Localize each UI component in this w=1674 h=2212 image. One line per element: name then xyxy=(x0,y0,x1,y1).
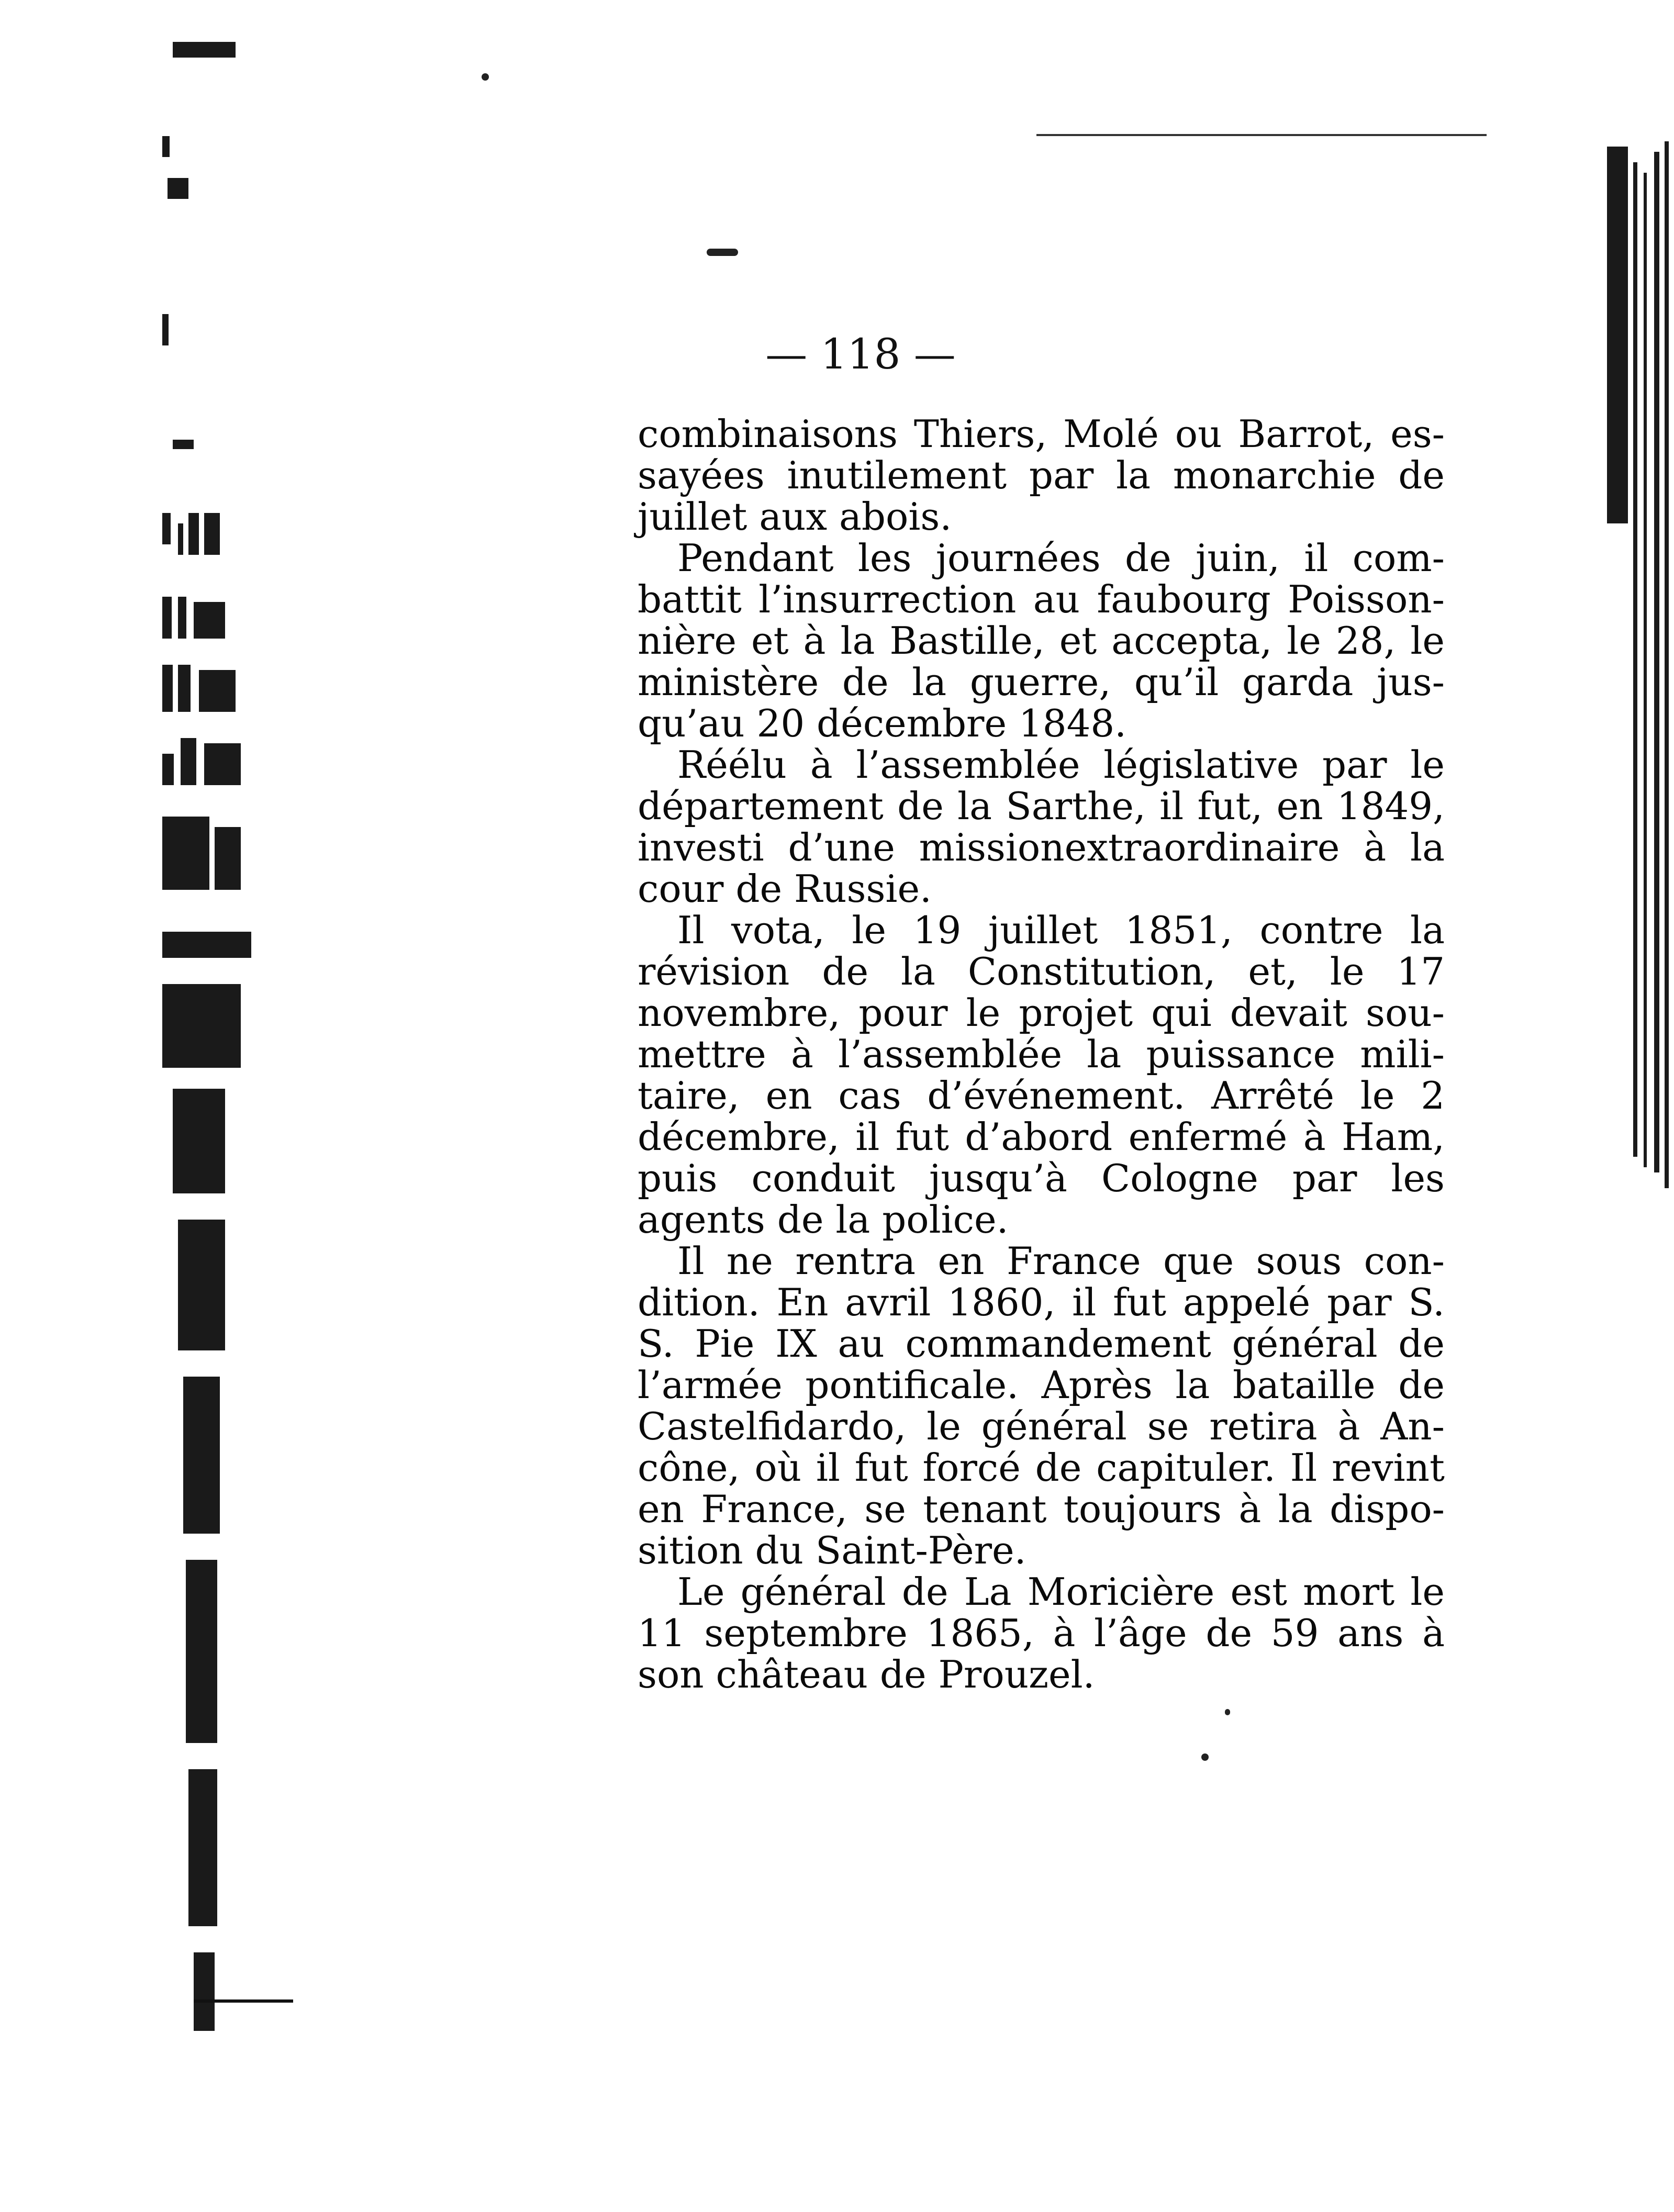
text-line: qu’au 20 décembre 1848. xyxy=(638,701,1127,745)
text-line: Pendant les journées de juin, il com- xyxy=(677,536,1445,580)
paragraph xyxy=(638,538,1445,744)
text-line: puis conduit jusqu’à Cologne par les xyxy=(638,1156,1445,1200)
text-line: taire, en cas d’événement. Arrêté le 2 xyxy=(638,1074,1445,1118)
text-line: cour de Russie. xyxy=(638,867,932,911)
speck xyxy=(482,73,489,81)
text-line: Il vota, le 19 juillet 1851, contre la xyxy=(677,908,1445,952)
text-line: sition du Saint-Père. xyxy=(638,1528,1026,1572)
text-line: cône, où il fut forcé de capituler. Il revint xyxy=(638,1446,1445,1490)
paragraph xyxy=(638,414,1445,538)
text-line: juillet aux abois. xyxy=(638,495,952,539)
text-line: mettre à l’assemblée la puissance mili- xyxy=(638,1032,1445,1076)
paragraph xyxy=(638,1571,1445,1695)
body-text xyxy=(638,414,1445,1695)
text-line: décembre, il fut d’abord enfermé à Ham, xyxy=(638,1115,1445,1159)
text-line: dition. En avril 1860, il fut appelé par S. xyxy=(638,1280,1445,1324)
text-line: Réélu à l’assemblée législative par le xyxy=(677,743,1445,787)
speck xyxy=(707,249,738,256)
speck xyxy=(1201,1753,1209,1761)
text-line: ministère de la guerre, qu’il garda jus- xyxy=(638,660,1445,704)
text-line: investi d’une missionextraordinaire à la xyxy=(638,825,1445,869)
text-line: département de la Sarthe, il fut, en 1849, xyxy=(638,784,1445,828)
paragraph xyxy=(638,744,1445,910)
text-line: Le général de La Moricière est mort le xyxy=(677,1570,1445,1614)
text-line: S. Pie IX au commandement général de xyxy=(638,1322,1445,1366)
speck xyxy=(1225,1709,1230,1715)
text-line: son château de Prouzel. xyxy=(638,1652,1095,1696)
paragraph xyxy=(638,910,1445,1241)
bottom-scan-line xyxy=(194,1999,293,2003)
text-line: Castelfidardo, le général se retira à An- xyxy=(638,1404,1445,1448)
text-line: 11 septembre 1865, à l’âge de 59 ans à xyxy=(638,1611,1445,1655)
text-line: combinaisons Thiers, Molé ou Barrot, es- xyxy=(638,412,1445,456)
right-edge-shadow xyxy=(1597,141,1674,1188)
text-line: en France, se tenant toujours à la dispo- xyxy=(638,1487,1445,1531)
text-line: nière et à la Bastille, et accepta, le 28, le xyxy=(638,619,1445,663)
text-line: novembre, pour le projet qui devait sou- xyxy=(638,991,1445,1035)
text-line: battit l’insurrection au faubourg Poisson- xyxy=(638,577,1445,621)
text-line: l’armée pontificale. Après la bataille de xyxy=(638,1363,1445,1407)
paragraph xyxy=(638,1241,1445,1571)
text-line: agents de la police. xyxy=(638,1198,1009,1242)
text-line: Il ne rentra en France que sous con- xyxy=(677,1239,1445,1283)
text-line: révision de la Constitution, et, le 17 xyxy=(638,949,1445,993)
page-number: — 118 — xyxy=(765,330,956,378)
text-line: sayées inutilement par la monarchie de xyxy=(638,453,1445,497)
top-scan-line xyxy=(1036,134,1487,136)
